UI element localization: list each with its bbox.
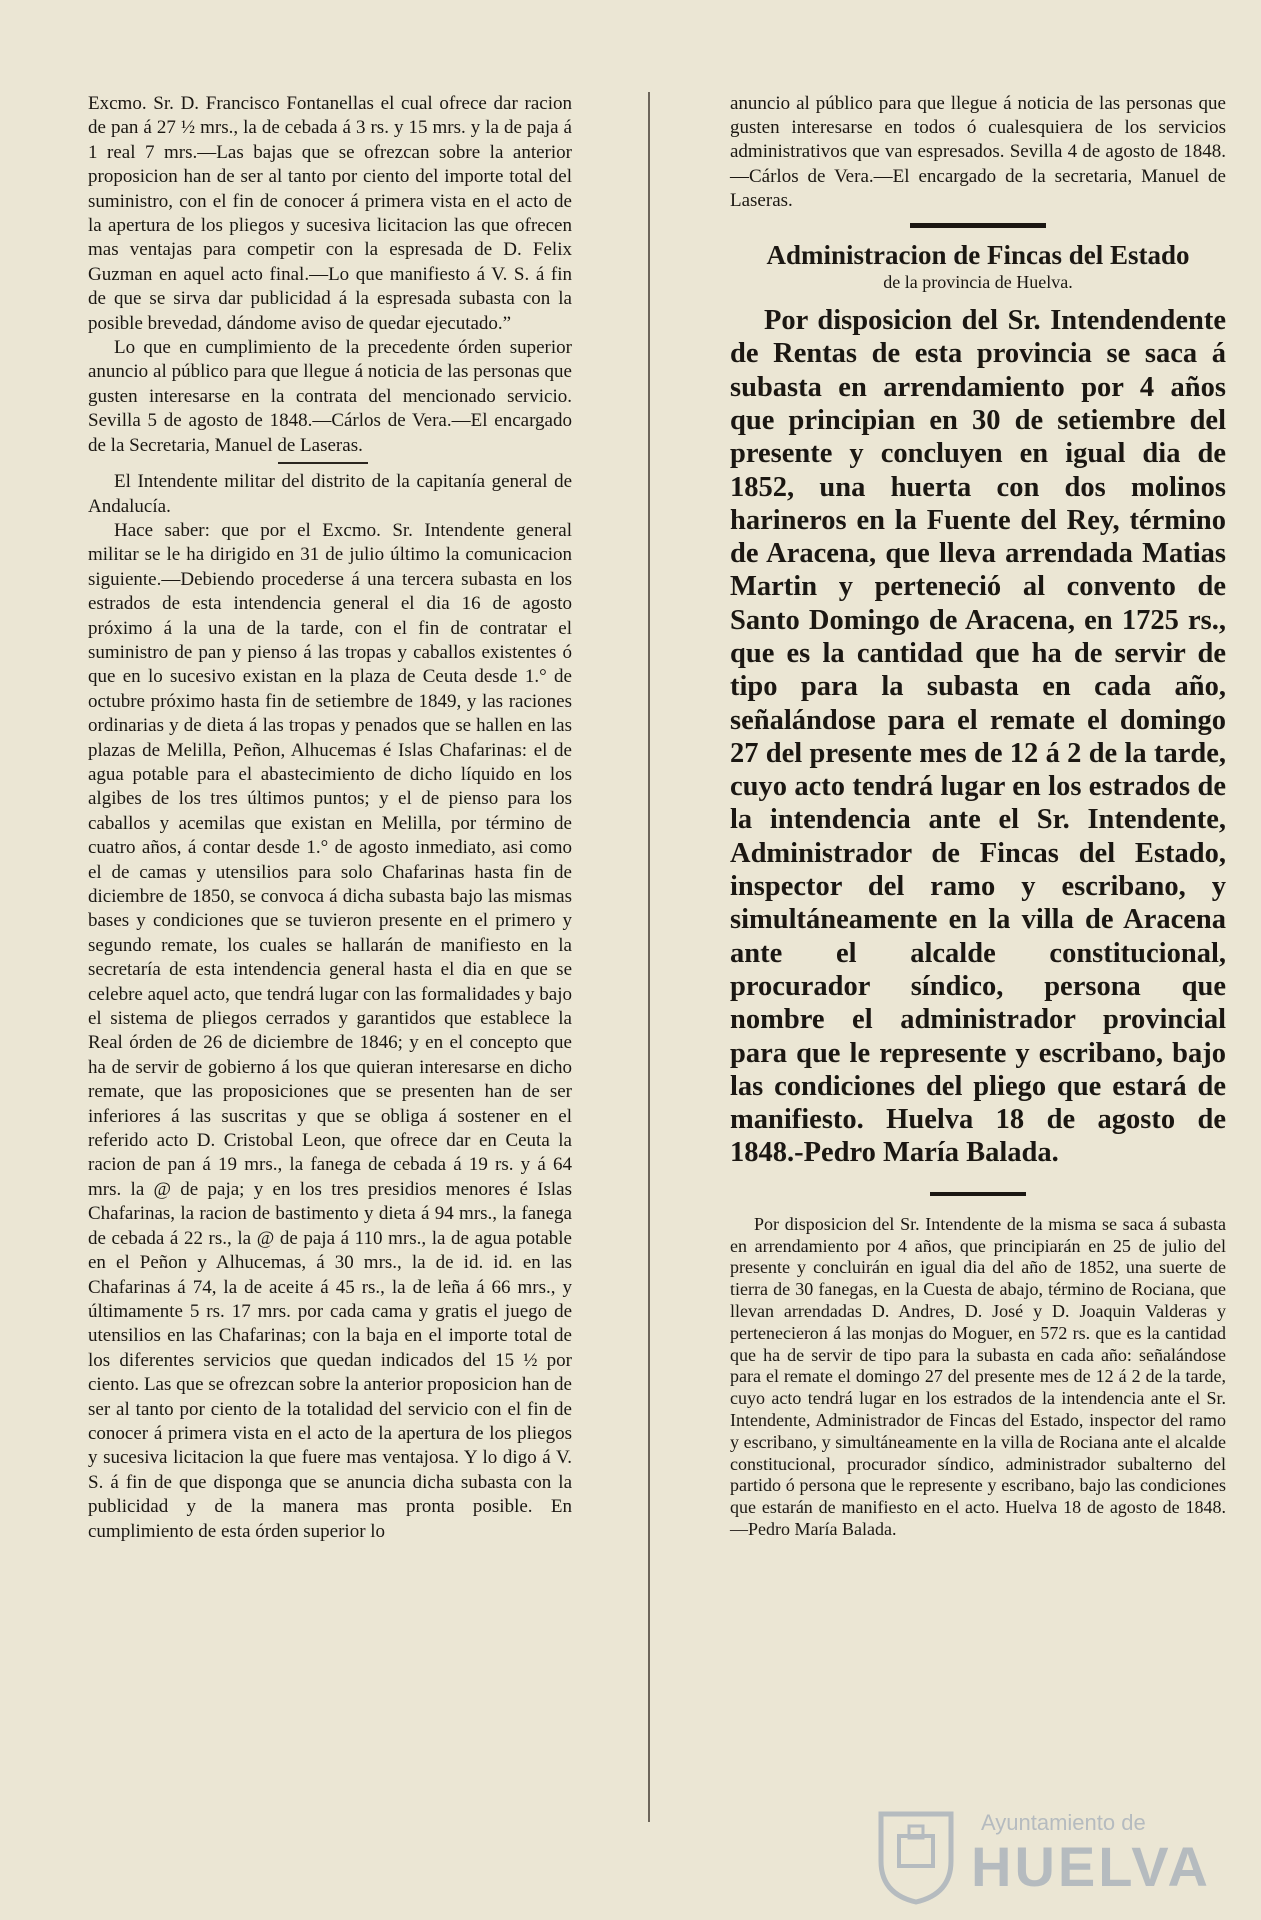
section-subtitle: de la provincia de Huelva. bbox=[883, 272, 1073, 293]
left-paragraph-2: Lo que en cumplimiento de la precedente órden superior anuncio al público para que llegue á noticia de las personas que gusten interesarse en la contrata del mencionado servicio. Sevilla 5 de agosto de 1848.—Cárlos de Vera.—El encargado de la Secretaria, Manuel de Laseras. bbox=[88, 337, 572, 456]
right-paragraph-1: anuncio al público para que llegue á noticia de las personas que gusten interesarse en todos ó cualesquiera de los servicios administrativos que van espresados. Sevilla 4 de agosto de 1848.—Cárlos de Vera.—El encargado de la secretaria, Manuel de Laseras. bbox=[730, 93, 1226, 211]
left-paragraph-3: Hace saber: que por el Excmo. Sr. Intendente general militar se le ha dirigido en 31 de julio último la comunicacion siguiente.—Debiendo procederse á una tercera subasta en los estrados de esta intendencia general el dia 16 de agosto próximo á la una de la tarde, con el fin de contratar el suministro de pan y pienso á las tropas y caballos existentes ó que en lo sucesivo existan en la plaza de Ceuta desde 1.° de octubre próximo hasta fin de setiembre de 1849, y las raciones ordinarias y de dieta á las tropas y penados que se hallen en las plazas de Melilla, Peñon, Alhucemas é Islas Chafarinas: el de agua potable para el abastecimiento de dicho líquido en los algibes de los tres últimos puntos; y el de pienso para los caballos y acemilas que existan en Melilla, por término de cuatro años, á contar desde 1.° de agosto inmediato, asi como el de camas y utensilios para solo Chafarinas hasta fin de diciembre de 1850, se convoca á dicha subasta bajo las mismas bases y condiciones que se tuvieron presente en el primero y segundo remate, los cuales se hallarán de manifiesto en la secretaría de esta intendencia general hasta el dia en que se celebre aquel acto, que tendrá lugar con las formalidades y bajo el sistema de pliegos cerrados y garantidos que establece la Real órden de 26 de diciembre de 1846; y en el concepto que ha de servir de gobierno á los que quieran interesarse en dicho remate, que las proposiciones que se presenten han de ser inferiores á las suscritas y que se obliga á sostener en el referido acto D. Cristobal Leon, que ofrece dar en Ceuta la racion de pan á 19 mrs., la fanega de cebada á 19 rs. y á 64 mrs. la @ de paja; y en los tres presidios menores é Islas Chafarinas, la racion de bastimento y dieta á 94 mrs., la fanega de cebada á 22 rs., la @ de paja á 110 mrs., la de agua potable en el Peñon y Alhucemas, á 30 mrs., la de id. id. en las Chafarinas á 74, la de aceite á 45 rs., la de leña á 66 mrs., y últimamente 5 rs. 17 mrs. por cada cama y gratis el juego de utensilios en las Chafarinas; con la baja en el importe total de los diferentes servicios que quedan indicados del 15 ½ por ciento. Las que se ofrezcan sobre la anterior proposicion han de ser al tanto por ciento de la totalidad del servicio con el fin de conocer á primera vista en el acto de la apertura de los pliegos y sucesiva licitacion la que fuere mas ventajosa. Y lo digo á V. S. á fin de que disponga que se anuncia dicha subasta con la publicidad y de la manera mas pronta posible. En cumplimiento de esta órden superior lo bbox=[88, 519, 572, 1542]
ayuntamiento-watermark bbox=[861, 1792, 1221, 1912]
watermark-line-2: HUELVA bbox=[971, 1835, 1211, 1898]
section-title: Administracion de Fincas del Estado bbox=[766, 240, 1190, 271]
coat-of-arms-icon bbox=[871, 1806, 961, 1906]
left-column bbox=[88, 92, 572, 1544]
watermark-line-1: Ayuntamiento de bbox=[981, 1810, 1146, 1835]
left-paragraph-1: Excmo. Sr. D. Francisco Fontanellas el cual ofrece dar racion de pan á 27 ½ mrs., la de cebada á 3 rs. y 15 mrs. y la de paja á 1 real 7 mrs.—Las bajas que se ofrezcan sobre la anterior proposicion han de ser al tanto por ciento del importe total del suministro, con el fin de conocer á primera vista en el acto de la apertura de los pliegos y sucesiva licitacion las que ofrecen mas ventajas para competir con la espresada de D. Felix Guzman en aquel acto final.—Lo que manifiesto á V. S. á fin de que se sirva dar publicidad á la espresada subasta con la posible brevedad, dándome aviso de quedar ejecutado.” bbox=[88, 93, 572, 334]
separator-rule-thick bbox=[910, 223, 1046, 228]
separator-rule-2 bbox=[930, 1192, 1026, 1196]
column-divider bbox=[648, 92, 650, 1822]
intendente-heading: El Intendente militar del distrito de la capitanía general de Andalucía. bbox=[88, 471, 572, 517]
rociana-notice: Por disposicion del Sr. Intendente de la misma se saca á subasta en arrendamiento por 4 años, que principiarán en 25 de julio del presente y concluirán en igual dia del año de 1852, una suerte de tierra de 30 fanegas, en la Cuesta de abajo, término de Rociana, que llevan arrendadas D. Andres, D. José y D. Joaquin Valderas y pertenecieron á las monjas do Moguer, en 572 rs. que es la cantidad que ha de servir de tipo para la subasta en cada año: señalándose para el remate el domingo 27 del presente mes de 12 á 2 de la tarde, cuyo acto tendrá lugar en los estrados de la intendencia ante el Sr. Intendente, Administrador de Fincas del Estado, inspector del ramo y escribano, y simultáneamente en la villa de Rociana ante el alcalde constitucional, procurador síndico, administrador subalterno del partido ó persona que le represente y escribano, bajo las condiciones que estarán de manifiesto en el acto. Huelva 18 de agosto de 1848.—Pedro María Balada. bbox=[730, 1213, 1226, 1539]
separator-rule bbox=[278, 462, 368, 464]
right-column bbox=[730, 92, 1226, 1541]
aracena-notice: Por disposicion del Sr. Intendendente de Rentas de esta provincia se saca á subasta en arrendamiento por 4 años que principian en 30 de setiembre del presente y concluyen en igual dia de 1852, una huerta con dos molinos harineros en la Fuente del Rey, término de Aracena, que lleva arrendada Matias Martin y perteneció al convento de Santo Domingo de Aracena, en 1725 rs., que es la cantidad que ha de servir de tipo para la subasta en cada año, señalándose para el remate el domingo 27 del presente mes de 12 á 2 de la tarde, cuyo acto tendrá lugar en los estrados de la intendencia ante el Sr. Intendente, Administrador de Fincas del Estado, inspector del ramo y escribano, y simultáneamente en la villa de Aracena ante el alcalde constitucional, procurador síndico, persona que nombre el administrador provincial para que le represente y escribano, bajo las condiciones del pliego que estará de manifiesto. Huelva 18 de agosto de 1848.-Pedro María Balada. bbox=[730, 305, 1226, 1169]
